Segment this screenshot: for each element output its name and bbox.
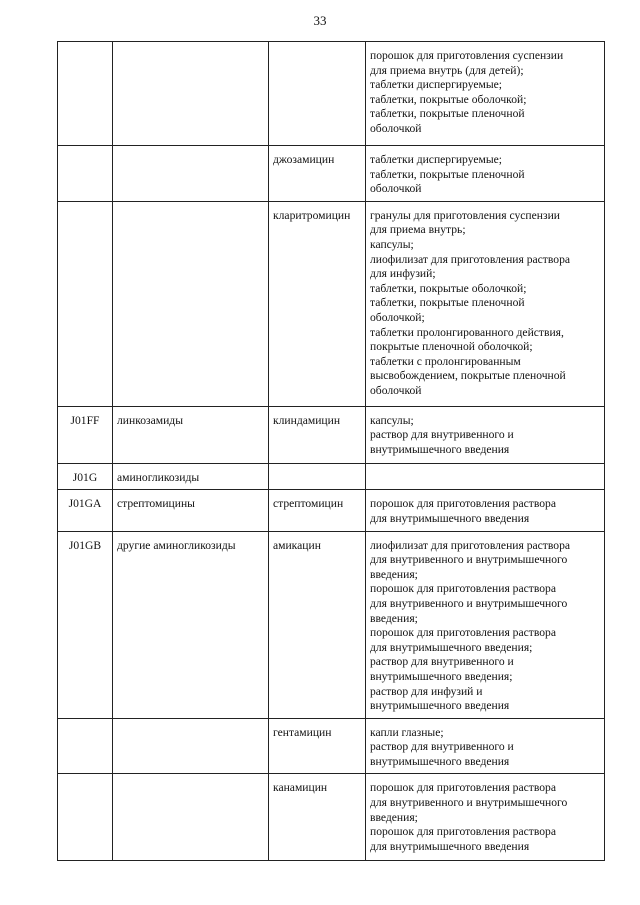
table-row bbox=[58, 406, 605, 463]
group-name-cell: линкозамиды bbox=[113, 406, 269, 463]
drug-name-cell bbox=[269, 42, 366, 146]
dosage-form-line: таблетки, покрытые пленочной bbox=[370, 107, 525, 121]
dosage-forms-cell bbox=[366, 146, 605, 202]
dosage-form-line: раствор для внутривенного и bbox=[370, 655, 514, 669]
table-row bbox=[58, 201, 605, 406]
dosage-form-line: покрытые пленочной оболочкой; bbox=[370, 340, 533, 354]
dosage-form-line: капсулы; bbox=[370, 237, 414, 251]
table-row bbox=[58, 531, 605, 718]
dosage-form-line: таблетки, покрытые оболочкой; bbox=[370, 92, 527, 106]
dosage-form-line: введения; bbox=[370, 611, 418, 625]
dosage-form-line: для приема внутрь (для детей); bbox=[370, 63, 524, 77]
dosage-form-line: таблетки, покрытые пленочной bbox=[370, 296, 525, 310]
table-row bbox=[58, 718, 605, 774]
atc-code-cell: J01G bbox=[58, 463, 113, 490]
dosage-form-line: для внутривенного и внутримышечного bbox=[370, 553, 568, 567]
drug-name-cell: джозамицин bbox=[269, 146, 366, 202]
group-name-cell bbox=[113, 774, 269, 861]
dosage-form-line: порошок для приготовления раствора bbox=[370, 781, 556, 795]
atc-code-cell bbox=[58, 718, 113, 774]
dosage-forms-cell bbox=[366, 42, 605, 146]
dosage-forms-cell bbox=[366, 531, 605, 718]
dosage-form-line: для внутривенного и внутримышечного bbox=[370, 796, 568, 810]
table-row bbox=[58, 463, 605, 490]
dosage-form-line: раствор для внутривенного и bbox=[370, 740, 514, 754]
dosage-form-line: высвобождением, покрытые пленочной bbox=[370, 369, 566, 383]
dosage-form-line: капли глазные; bbox=[370, 725, 444, 739]
dosage-form-line: оболочкой bbox=[370, 121, 422, 135]
dosage-form-line: порошок для приготовления раствора bbox=[370, 582, 556, 596]
atc-code-cell bbox=[58, 42, 113, 146]
dosage-form-line: оболочкой bbox=[370, 182, 422, 196]
dosage-forms-cell bbox=[366, 718, 605, 774]
dosage-form-line: для внутривенного и внутримышечного bbox=[370, 596, 568, 610]
atc-code-cell: J01GB bbox=[58, 531, 113, 718]
dosage-forms-cell bbox=[366, 201, 605, 406]
atc-code-cell bbox=[58, 774, 113, 861]
dosage-form-line: внутримышечного введения bbox=[370, 442, 510, 456]
dosage-form-line: введения; bbox=[370, 567, 418, 581]
table-row bbox=[58, 146, 605, 202]
dosage-form-line: порошок для приготовления раствора bbox=[370, 825, 556, 839]
drug-name-cell: стрептомицин bbox=[269, 490, 366, 531]
atc-code-cell bbox=[58, 201, 113, 406]
dosage-form-line: оболочкой bbox=[370, 383, 422, 397]
drug-name-cell: амикацин bbox=[269, 531, 366, 718]
dosage-form-line: таблетки диспергируемые; bbox=[370, 78, 502, 92]
drug-name-cell: гентамицин bbox=[269, 718, 366, 774]
dosage-form-line: лиофилизат для приготовления раствора bbox=[370, 252, 571, 266]
dosage-form-line: таблетки, покрытые пленочной bbox=[370, 167, 525, 181]
dosage-form-line: таблетки, покрытые оболочкой; bbox=[370, 281, 527, 295]
dosage-form-line: внутримышечного введения; bbox=[370, 669, 513, 683]
dosage-form-line: для инфузий; bbox=[370, 267, 436, 281]
group-name-cell: аминогликозиды bbox=[113, 463, 269, 490]
dosage-form-line: раствор для инфузий и bbox=[370, 684, 483, 698]
group-name-cell bbox=[113, 146, 269, 202]
table-row bbox=[58, 490, 605, 531]
dosage-forms-cell bbox=[366, 463, 605, 490]
drug-name-cell bbox=[269, 463, 366, 490]
drug-table bbox=[57, 41, 605, 861]
group-name-cell: стрептомицины bbox=[113, 490, 269, 531]
table-row bbox=[58, 774, 605, 861]
dosage-form-line: порошок для приготовления раствора bbox=[370, 626, 556, 640]
dosage-form-line: оболочкой; bbox=[370, 310, 425, 324]
dosage-form-line: таблетки с пролонгированным bbox=[370, 354, 521, 368]
group-name-cell: другие аминогликозиды bbox=[113, 531, 269, 718]
dosage-form-line: внутримышечного введения bbox=[370, 754, 510, 768]
dosage-form-line: порошок для приготовления суспензии bbox=[370, 49, 564, 62]
dosage-form-line: капсулы; bbox=[370, 413, 414, 427]
dosage-form-line: гранулы для приготовления суспензии bbox=[370, 208, 560, 222]
dosage-form-line: лиофилизат для приготовления раствора bbox=[370, 538, 571, 552]
atc-code-cell bbox=[58, 146, 113, 202]
dosage-form-line: для внутримышечного введения bbox=[370, 511, 530, 525]
atc-code-cell: J01FF bbox=[58, 406, 113, 463]
dosage-form-line: внутримышечного введения bbox=[370, 699, 510, 713]
dosage-forms-cell bbox=[366, 406, 605, 463]
group-name-cell bbox=[113, 201, 269, 406]
dosage-form-line: для внутримышечного введения bbox=[370, 839, 530, 853]
drug-name-cell: кларитромицин bbox=[269, 201, 366, 406]
group-name-cell bbox=[113, 42, 269, 146]
dosage-forms-cell bbox=[366, 490, 605, 531]
drug-name-cell: клиндамицин bbox=[269, 406, 366, 463]
dosage-form-line: для приема внутрь; bbox=[370, 223, 466, 237]
page-number: 33 bbox=[313, 13, 327, 28]
dosage-form-line: таблетки диспергируемые; bbox=[370, 153, 502, 166]
drug-name-cell: канамицин bbox=[269, 774, 366, 861]
dosage-form-line: для внутримышечного введения; bbox=[370, 640, 533, 654]
dosage-form-line: порошок для приготовления раствора bbox=[370, 497, 556, 511]
group-name-cell bbox=[113, 718, 269, 774]
atc-code-cell: J01GA bbox=[58, 490, 113, 531]
dosage-forms-cell bbox=[366, 774, 605, 861]
table-row bbox=[58, 42, 605, 146]
dosage-form-line: раствор для внутривенного и bbox=[370, 428, 514, 442]
dosage-form-line: таблетки пролонгированного действия, bbox=[370, 325, 564, 339]
dosage-form-line: введения; bbox=[370, 810, 418, 824]
